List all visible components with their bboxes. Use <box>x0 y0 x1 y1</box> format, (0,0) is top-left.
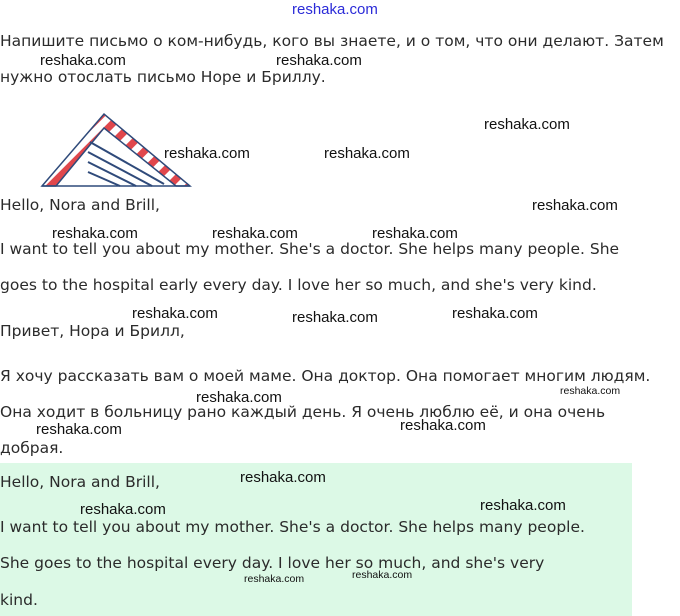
answer-greeting: Hello, Nora and Brill, <box>0 473 160 491</box>
letter-en-greeting: Hello, Nora and Brill, <box>0 196 160 214</box>
watermark: reshaka.com <box>240 469 326 486</box>
watermark: reshaka.com <box>132 305 218 322</box>
answer-line-1: I want to tell you about my mother. She's a doctor. She helps many people. <box>0 518 585 536</box>
watermark: reshaka.com <box>40 52 126 69</box>
watermark: reshaka.com <box>36 421 122 438</box>
watermark-top: reshaka.com <box>292 1 378 18</box>
watermark: reshaka.com <box>212 225 298 242</box>
watermark: reshaka.com <box>52 225 138 242</box>
watermark: reshaka.com <box>244 573 305 585</box>
watermark: reshaka.com <box>480 497 566 514</box>
watermark: reshaka.com <box>292 309 378 326</box>
watermark: reshaka.com <box>532 197 618 214</box>
letter-ru-line-2: Она ходит в больницу рано каждый день. Я очень люблю её, и она очень <box>0 403 606 421</box>
letter-en-line-2: goes to the hospital early every day. I love her so much, and she's very kind. <box>0 276 597 294</box>
watermark: reshaka.com <box>80 501 166 518</box>
watermark: reshaka.com <box>372 225 458 242</box>
letter-en-line-1: I want to tell you about my mother. She's a doctor. She helps many people. She <box>0 240 620 258</box>
watermark: reshaka.com <box>452 305 538 322</box>
letter-ru-greeting: Привет, Нора и Брилл, <box>0 322 185 340</box>
task-line-2: нужно отослать письмо Норе и Бриллу. <box>0 68 326 86</box>
letter-ru-line-1: Я хочу рассказать вам о моей маме. Она доктор. Она помогает многим людям. <box>0 367 651 385</box>
watermark: reshaka.com <box>276 52 362 69</box>
watermark: reshaka.com <box>400 417 486 434</box>
watermark: reshaka.com <box>196 389 282 406</box>
answer-line-3: kind. <box>0 591 38 609</box>
watermark: reshaka.com <box>164 145 250 162</box>
watermark: reshaka.com <box>560 385 621 397</box>
watermark: reshaka.com <box>324 145 410 162</box>
watermark: reshaka.com <box>484 116 570 133</box>
letter-ru-line-3: добрая. <box>0 439 64 457</box>
watermark: reshaka.com <box>352 569 413 581</box>
task-line-1: Напишите письмо о ком-нибудь, кого вы знаете, и о том, что они делают. Затем <box>0 32 664 50</box>
answer-line-2: She goes to the hospital every day. I love her so much, and she's very <box>0 554 545 572</box>
